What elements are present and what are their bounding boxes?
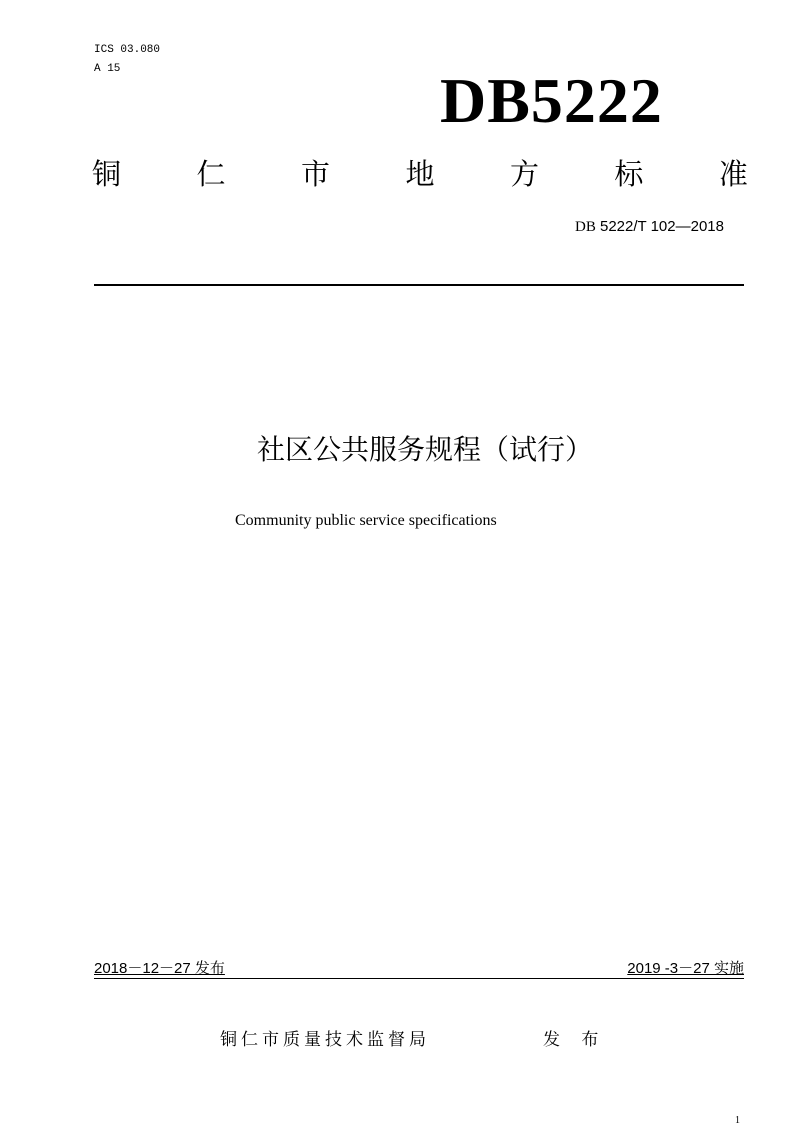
document-title-en: Community public service specifications (235, 512, 497, 529)
standard-number-rest: 5222/T 102—2018 (595, 218, 724, 235)
page-number: 1 (735, 1115, 740, 1126)
standard-title-char: 准 (718, 157, 748, 191)
publish-date: 2018－12－27 发布 (94, 960, 225, 977)
standard-title-char: 地 (405, 157, 435, 191)
standard-title-char: 铜 (92, 157, 122, 191)
classification-code: A 15 (94, 63, 121, 75)
ics-code: ICS 03.080 (94, 44, 161, 56)
standard-code: DB5222 (440, 65, 663, 136)
issuing-authority: 铜仁市质量技术监督局 (220, 1030, 430, 1050)
effective-date: 2019 -3－27 实施 (627, 960, 744, 977)
standard-title-char: 市 (300, 157, 330, 191)
standard-title-char: 仁 (196, 157, 226, 191)
standard-type-title (92, 154, 748, 194)
standard-number-prefix: DB (574, 219, 596, 235)
footer-divider (94, 978, 744, 979)
standard-title-char: 标 (614, 157, 644, 191)
header-divider (94, 284, 744, 286)
issuer-action: 发 布 (543, 1030, 607, 1050)
standard-number (575, 217, 724, 237)
document-title-cn: 社区公共服务规程（试行） (256, 433, 593, 466)
standard-title-char: 方 (509, 157, 539, 191)
date-row (94, 959, 744, 979)
